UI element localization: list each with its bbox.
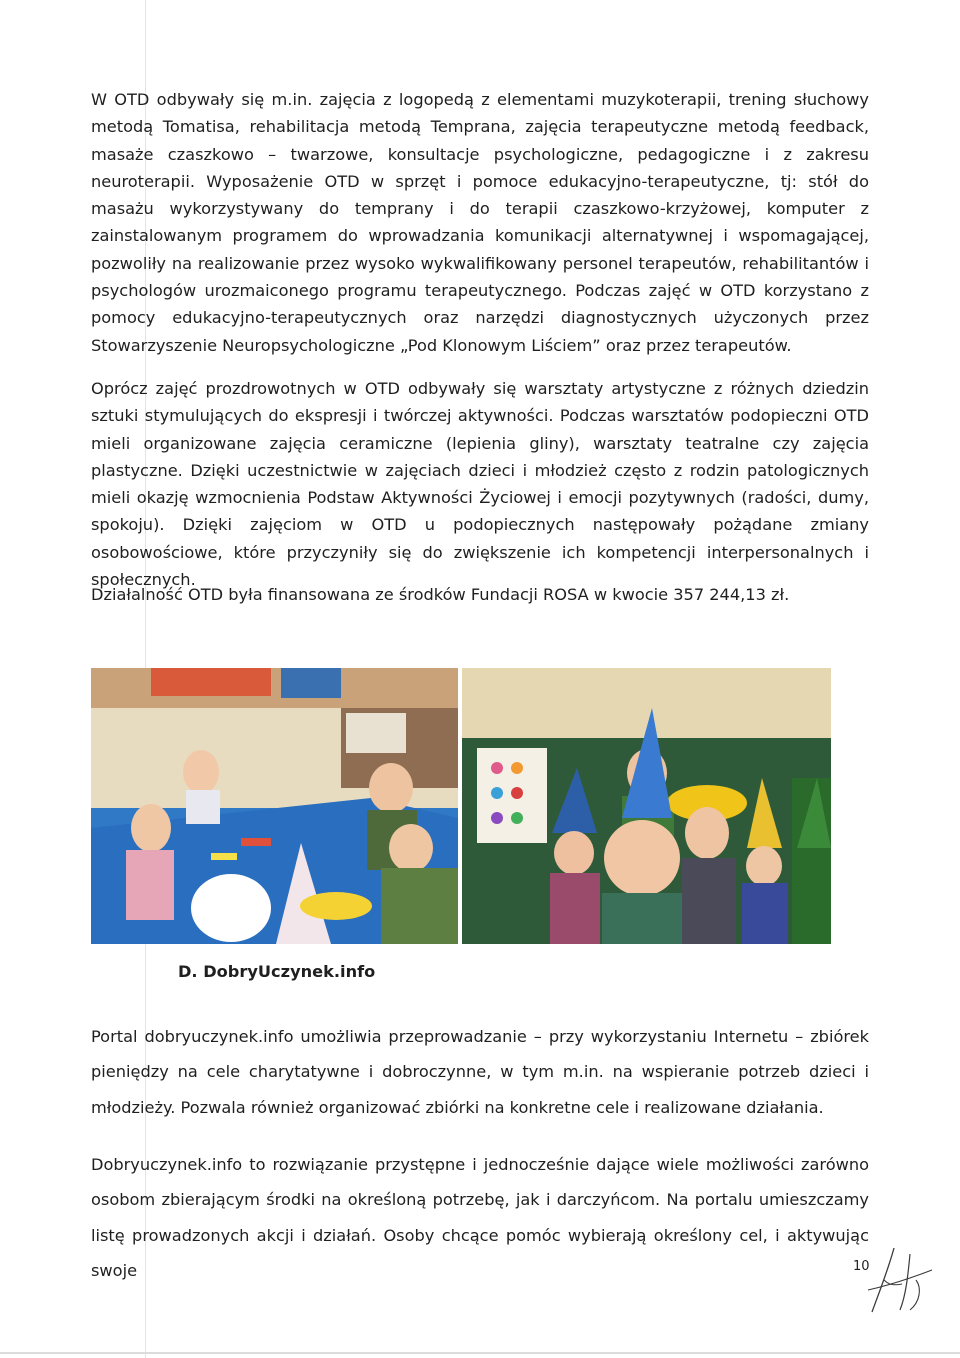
photo-party-hats [462, 668, 831, 944]
photo-children-at-table [91, 668, 458, 944]
paragraph-art-workshops: Oprócz zajęć prozdrowotnych w OTD odbywały się warsztaty artystyczne z różnych dziedzin sztuki stymulujących do ekspresji i twórczej aktywności. Podczas warsztatów podopieczni OTD mieli organizowane zajęcia ceramiczne (lepienia gliny), warsztaty teatralne czy zajęcia plastyczne. Dzięki uczestnictwie w zajęciach dzieci i młodzież często z rodzin patologicznych mieli okazję wzmocnienia Podstaw Aktywności Życiowej i emocji pozytywnych (radości, dumy, spokoju). Dzięki zajęciom w OTD u podopiecznych następowały pożądane zmiany osobowościowe, które przyczyniły się do zwiększenie ich kompetencji interpersonalnych i społecznych. [91, 379, 869, 590]
paragraph-portal-intro: Portal dobryuczynek.info umożliwia przeprowadzanie – przy wykorzystaniu Internetu – zbiórek pieniędzy na cele charytatywne i dobroczynne, w tym m.in. na wspieranie potrzeb dzieci i młodzieży. Pozwala również organizować zbiórki na konkretne cele i realizowane działania. [91, 1027, 869, 1117]
paragraph-otd-activities: W OTD odbywały się m.in. zajęcia z logopedą z elementami muzykoterapii, trening słuchowy metodą Tomatisa, rehabilitacja metodą Temprana, zajęcia terapeutyczne metodą feedback, masaże czaszkowo – twarzowe, konsultacje psychologiczne, pedagogiczne i z zakresu neuroterapii. Wyposażenie OTD w sprzęt i pomoce edukacyjno-terapeutyczne, tj: stół do masażu wykorzystywany do temprany i do terapii czaszkowo-krzyżowej, komputer z zainstalowanym programem do wprowadzania komunikacji alternatywnej i wspomagającej, pozwoliły na realizowanie przez wysoko wykwalifikowany personel terapeutów, rehabilitantów i psychologów urozmaiconego programu terapeutycznego. Podczas zajęć w OTD korzystano z pomocy edukacyjno-terapeutycznych oraz narzędzi diagnostycznych użyczonych przez Stowarzyszenie Neuropsychologiczne „Pod Klonowym Liściem” oraz przez terapeutów. [91, 90, 869, 355]
scan-bottom-edge [0, 1352, 960, 1354]
paragraph-funding: Działalność OTD była finansowana ze środków Fundacji ROSA w kwocie 357 244,13 zł. [91, 585, 790, 604]
section-heading: D. DobryUczynek.info [178, 962, 376, 981]
page-number: 10 [853, 1259, 870, 1274]
paragraph-portal-details: Dobryuczynek.info to rozwiązanie przystępne i jednocześnie dające wiele możliwości zarówno osobom zbierającym środki na określoną potrzebę, jak i darczyńcom. Na portalu umieszczamy listę prowadzonych akcji i działań. Osoby chcące pomóc wybierają określony cel, i aktywując swoje [91, 1155, 869, 1280]
handwritten-signature [866, 1240, 936, 1324]
